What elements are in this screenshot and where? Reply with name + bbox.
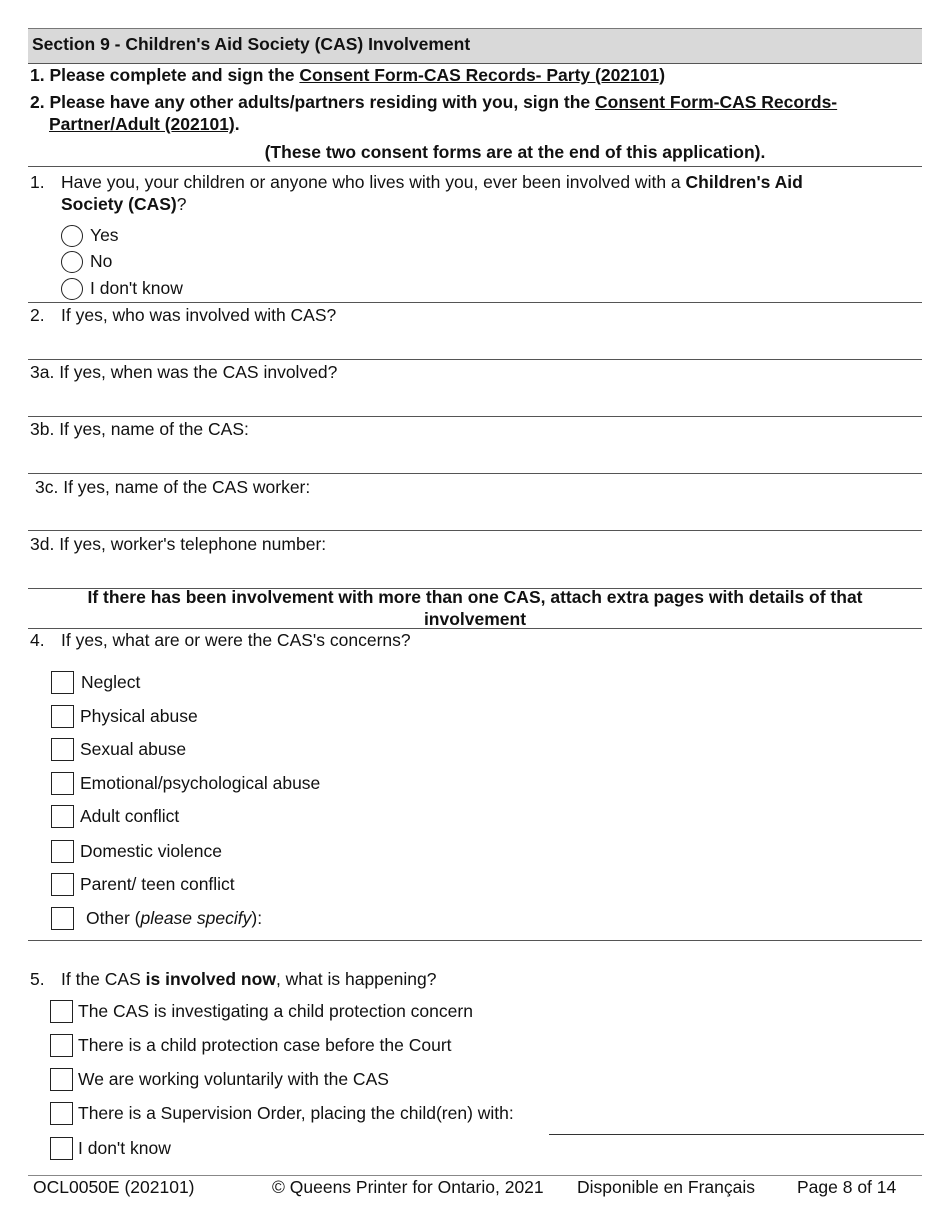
instruction-1 xyxy=(30,64,665,86)
instruction-1-text: 1. Please complete and sign the xyxy=(30,65,300,85)
multi-cas-note-cont: involvement xyxy=(423,609,527,629)
supervision-placement-input[interactable] xyxy=(549,1108,924,1135)
q5-bold: is involved now xyxy=(145,969,276,989)
checkbox-supervision-order-label: There is a Supervision Order, placing the child(ren) with: xyxy=(78,1103,514,1123)
q5-text-a: If the CAS xyxy=(61,969,146,989)
other-text-a: Other ( xyxy=(86,908,141,928)
checkbox-investigating-label: The CAS is investigating a child protection concern xyxy=(78,1001,473,1021)
divider xyxy=(28,473,922,474)
checkbox-voluntary-label: We are working voluntarily with the CAS xyxy=(78,1069,389,1089)
checkbox-adult-conflict-label: Adult conflict xyxy=(80,806,180,826)
instruction-2 xyxy=(30,91,837,113)
q1-bold-a: Children's Aid xyxy=(685,172,803,192)
checkbox-emotional-abuse[interactable] xyxy=(51,772,74,795)
checkbox-neglect[interactable] xyxy=(51,671,74,694)
divider xyxy=(28,302,922,303)
instruction-2-text: 2. Please have any other adults/partners residing with you, sign the xyxy=(30,92,596,112)
checkbox-dont-know-label: I don't know xyxy=(78,1138,171,1158)
section-title: Section 9 - Children's Aid Society (CAS) Involvement xyxy=(32,34,471,54)
consent-form-partner-link-cont[interactable]: Partner/Adult (202101) xyxy=(49,114,235,134)
q3d-label: 3d. If yes, worker's telephone number: xyxy=(30,534,327,554)
checkbox-dont-know[interactable] xyxy=(50,1137,73,1160)
checkbox-adult-conflict[interactable] xyxy=(51,805,74,828)
radio-dont-know[interactable] xyxy=(61,278,83,300)
checkbox-domestic-violence-label: Domestic violence xyxy=(80,841,222,861)
checkbox-other[interactable] xyxy=(51,907,74,930)
divider xyxy=(28,940,922,941)
checkbox-investigating[interactable] xyxy=(50,1000,73,1023)
q1-text xyxy=(61,171,803,193)
instruction-2-suffix: . xyxy=(234,114,240,134)
q1-number: 1. xyxy=(30,172,45,192)
footer-form-id: OCL0050E (202101) xyxy=(33,1177,195,1197)
checkbox-court-case[interactable] xyxy=(50,1034,73,1057)
consent-form-party-link[interactable]: Consent Form-CAS Records- Party (202101) xyxy=(299,65,666,85)
q3a-label: 3a. If yes, when was the CAS involved? xyxy=(30,362,338,382)
q2-label: If yes, who was involved with CAS? xyxy=(61,305,337,325)
checkbox-court-case-label: There is a child protection case before the Court xyxy=(78,1035,452,1055)
cas-name-input[interactable] xyxy=(30,444,924,470)
multi-cas-note: If there has been involvement with more than one CAS, attach extra pages with details of that xyxy=(87,587,863,607)
checkbox-emotional-abuse-label: Emotional/psychological abuse xyxy=(80,773,321,793)
q2-number: 2. xyxy=(30,305,45,325)
cas-worker-input[interactable] xyxy=(30,501,924,527)
when-involved-input[interactable] xyxy=(30,387,924,413)
instruction-2-cont xyxy=(49,113,240,135)
checkbox-other-label xyxy=(86,907,262,929)
q5-text-b: , what is happening? xyxy=(275,969,437,989)
q5-label xyxy=(61,968,436,990)
radio-no-label: No xyxy=(90,251,113,271)
other-text-b: ): xyxy=(251,908,263,928)
divider xyxy=(28,530,922,531)
q1-text-b: ? xyxy=(176,194,187,214)
radio-dont-know-label: I don't know xyxy=(90,278,183,298)
checkbox-physical-abuse[interactable] xyxy=(51,705,74,728)
radio-yes-label: Yes xyxy=(90,225,119,245)
checkbox-parent-teen-conflict-label: Parent/ teen conflict xyxy=(80,874,235,894)
q4-number: 4. xyxy=(30,630,45,650)
divider xyxy=(28,359,922,360)
divider xyxy=(28,416,922,417)
q1-text-a: Have you, your children or anyone who lives with you, ever been involved with a xyxy=(61,172,686,192)
divider xyxy=(28,166,922,167)
checkbox-voluntary[interactable] xyxy=(50,1068,73,1091)
consent-note: (These two consent forms are at the end of this application). xyxy=(264,142,766,162)
consent-form-partner-link[interactable]: Consent Form-CAS Records- xyxy=(595,92,838,112)
other-italic: please specify xyxy=(140,908,252,928)
footer-page-number: Page 8 of 14 xyxy=(797,1177,897,1197)
footer-copyright: © Queens Printer for Ontario, 2021 xyxy=(272,1177,544,1197)
checkbox-domestic-violence[interactable] xyxy=(51,840,74,863)
checkbox-physical-abuse-label: Physical abuse xyxy=(80,706,198,726)
q3c-label: 3c. If yes, name of the CAS worker: xyxy=(35,477,311,497)
q4-label: If yes, what are or were the CAS's concerns? xyxy=(61,630,411,650)
radio-yes[interactable] xyxy=(61,225,83,247)
checkbox-supervision-order[interactable] xyxy=(50,1102,73,1125)
footer-french: Disponible en Français xyxy=(577,1177,756,1197)
worker-phone-input[interactable] xyxy=(30,559,924,585)
q1-text-cont xyxy=(61,193,186,215)
q3b-label: 3b. If yes, name of the CAS: xyxy=(30,419,249,439)
q5-number: 5. xyxy=(30,969,45,989)
checkbox-sexual-abuse-label: Sexual abuse xyxy=(80,739,187,759)
radio-no[interactable] xyxy=(61,251,83,273)
checkbox-parent-teen-conflict[interactable] xyxy=(51,873,74,896)
checkbox-neglect-label: Neglect xyxy=(81,672,141,692)
who-involved-input[interactable] xyxy=(30,330,924,356)
q1-bold-b: Society (CAS) xyxy=(61,194,177,214)
checkbox-sexual-abuse[interactable] xyxy=(51,738,74,761)
